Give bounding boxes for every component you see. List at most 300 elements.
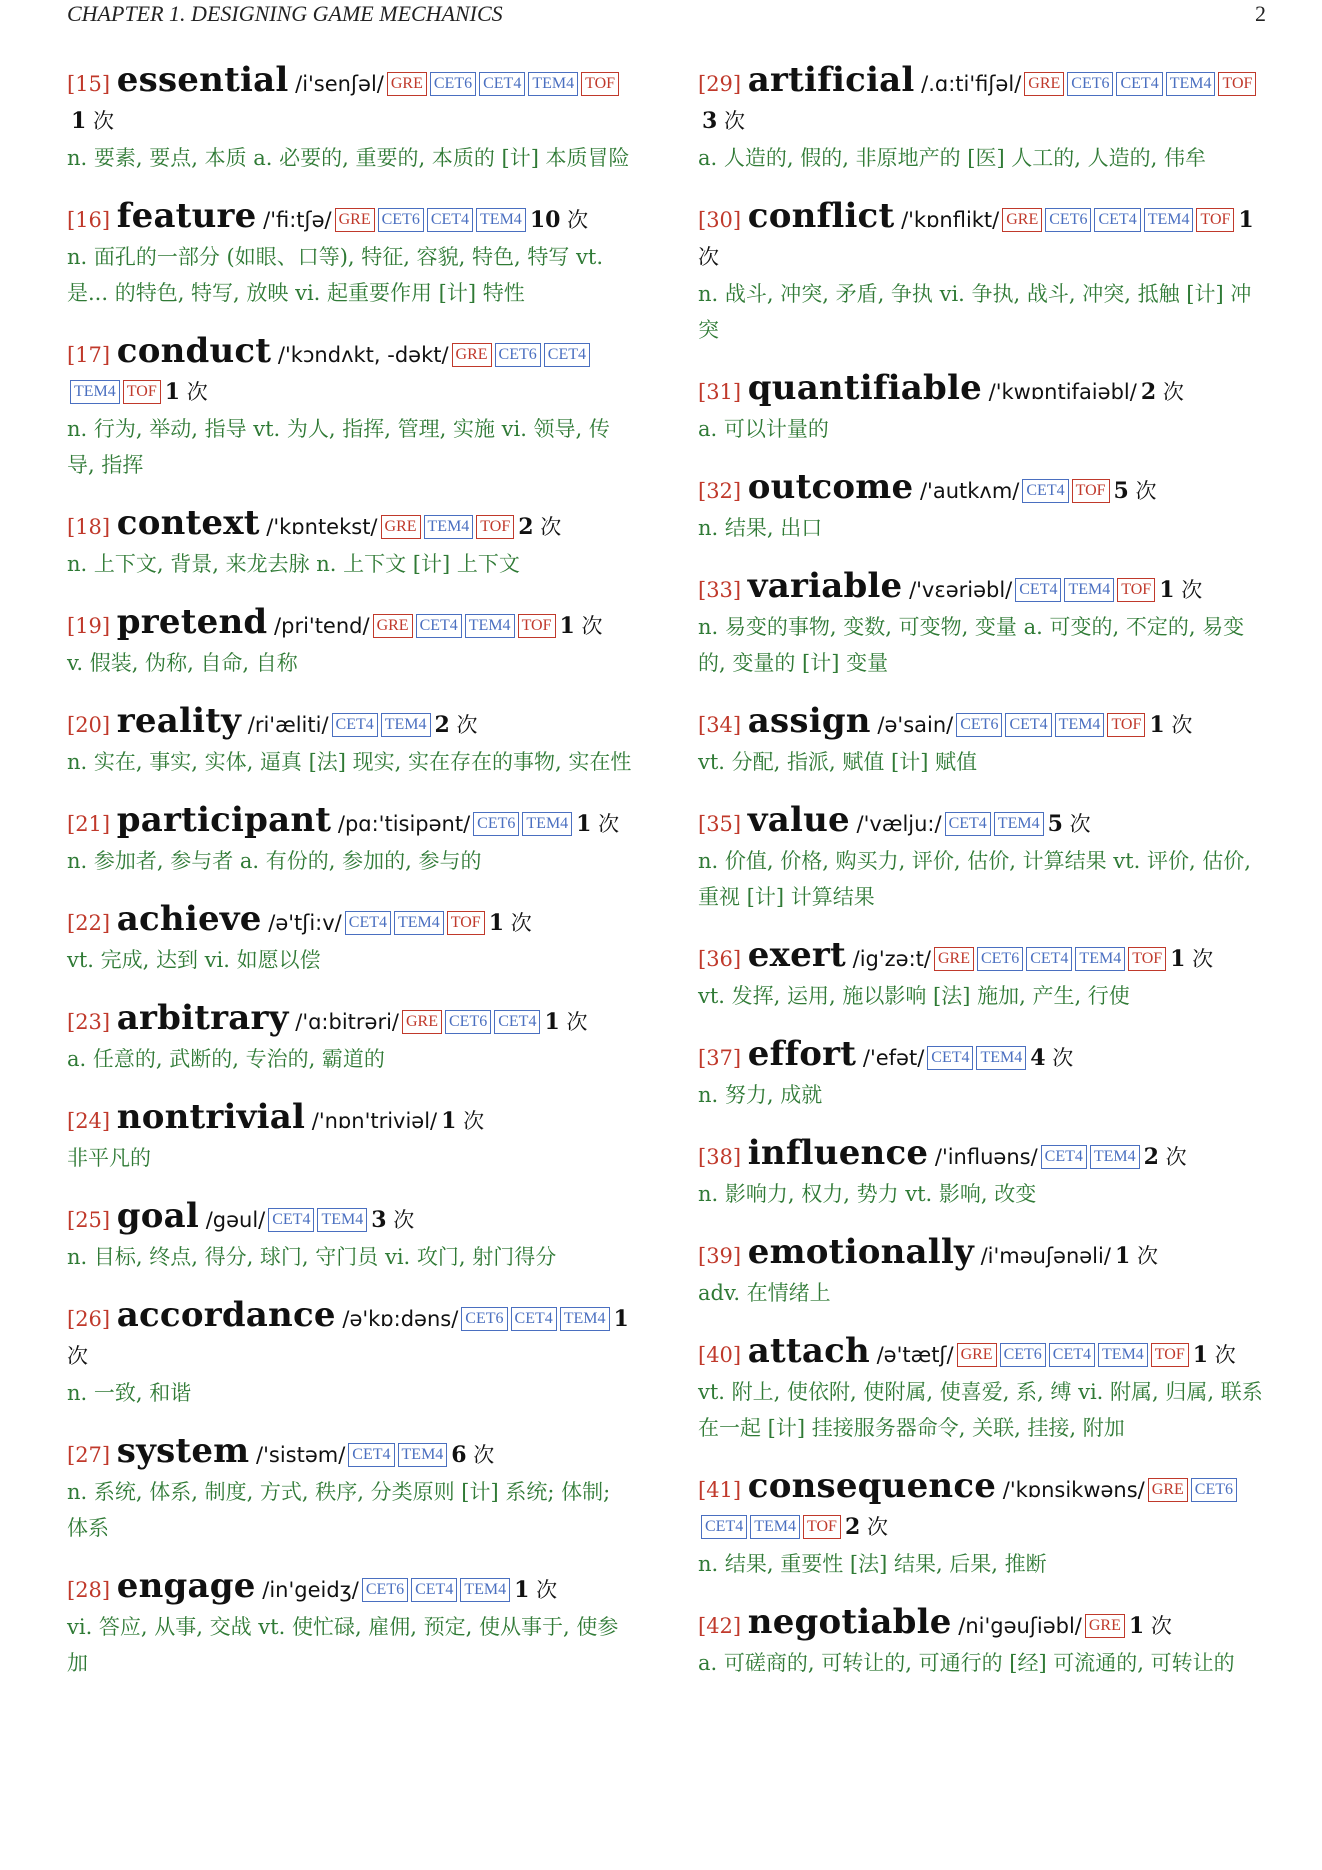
vocab-entry [698, 1036, 1268, 1113]
pronunciation: /'autkʌm/ [919, 479, 1020, 503]
occurrence-count: 6 [451, 1442, 467, 1468]
entry-index: [29] [698, 72, 742, 96]
entry-head [698, 1333, 1268, 1374]
entry-index: [17] [67, 343, 111, 367]
exam-tag: GRE [402, 1010, 442, 1034]
entry-head [67, 1000, 637, 1041]
entry-index: [24] [67, 1109, 111, 1133]
vocab-entry [67, 198, 637, 311]
headword: conduct [116, 331, 272, 371]
exam-tag: GRE [957, 1343, 997, 1367]
definition: n. 结果, 出口 [698, 516, 823, 540]
exam-tag: TEM4 [460, 1578, 510, 1602]
entry-head [67, 62, 637, 140]
occurrence-unit: 次 [866, 1515, 888, 1539]
occurrence-count: 2 [434, 712, 450, 738]
exam-tag: GRE [335, 208, 375, 232]
exam-tag: GRE [381, 515, 421, 539]
vocab-entry [67, 901, 637, 978]
occurrence-unit: 次 [1162, 380, 1184, 404]
entry-index: [38] [698, 1145, 742, 1169]
vocab-entry [67, 1433, 637, 1546]
occurrence-count: 1 [559, 613, 575, 639]
occurrence-count: 1 [1114, 1243, 1131, 1269]
occurrence-count: 1 [613, 1306, 629, 1332]
exam-tag: CET4 [411, 1578, 457, 1602]
exam-tag: TEM4 [424, 515, 474, 539]
entry-index: [18] [67, 515, 111, 539]
occurrence-unit: 次 [463, 1109, 485, 1133]
vocab-entry [67, 1000, 637, 1077]
occurrence-count: 1 [544, 1009, 560, 1035]
exam-tag: TEM4 [381, 713, 431, 737]
entry-head [698, 1135, 1268, 1176]
occurrence-unit: 次 [473, 1443, 495, 1467]
occurrence-unit: 次 [1192, 947, 1214, 971]
vocab-entry [698, 198, 1268, 348]
vocab-entry [698, 1135, 1268, 1212]
exam-tag: TEM4 [1098, 1343, 1148, 1367]
exam-tag: CET4 [479, 72, 525, 96]
entry-index: [41] [698, 1478, 742, 1502]
definition: n. 面孔的一部分 (如眼、口等), 特征, 容貌, 特色, 特写 vt. 是... 的特色, 特写, 放映 vi. 起重要作用 [计] 特性 [67, 245, 603, 305]
definition: a. 可磋商的, 可转让的, 可通行的 [经] 可流通的, 可转让的 [698, 1651, 1235, 1675]
headword: assign [747, 701, 871, 741]
vocab-entry [698, 1604, 1268, 1681]
vocab-entry [698, 62, 1268, 176]
headword: arbitrary [116, 998, 289, 1038]
entry-head [67, 1433, 637, 1474]
occurrence-count: 1 [488, 910, 505, 936]
entry-head [698, 802, 1268, 843]
exam-tag: TEM4 [1144, 208, 1194, 232]
occurrence-unit: 次 [393, 1208, 415, 1232]
vocab-entry [698, 469, 1268, 546]
exam-tag: CET4 [927, 1046, 973, 1070]
entry-index: [36] [698, 947, 742, 971]
entry-head [698, 62, 1268, 140]
occurrence-count: 1 [1149, 712, 1165, 738]
running-header [67, 0, 1266, 28]
definition: n. 一致, 和谐 [67, 1381, 192, 1405]
headword: effort [747, 1034, 857, 1074]
entry-head [67, 198, 637, 239]
definition: n. 系统, 体系, 制度, 方式, 秩序, 分类原则 [计] 系统; 体制; 体系 [67, 1480, 611, 1540]
exam-tag: CET4 [345, 911, 391, 935]
exam-tag: TEM4 [1064, 578, 1114, 602]
definition: n. 上下文, 背景, 来龙去脉 n. 上下文 [计] 上下文 [67, 552, 520, 576]
occurrence-count: 3 [371, 1207, 387, 1233]
exam-tag: TOF [1128, 947, 1166, 971]
occurrence-unit: 次 [186, 380, 208, 404]
vocab-entry [67, 1099, 637, 1176]
exam-tag: CET6 [461, 1307, 507, 1331]
entry-index: [21] [67, 812, 111, 836]
exam-tag: TEM4 [465, 614, 515, 638]
entry-index: [32] [698, 479, 742, 503]
occurrence-count: 2 [1143, 1144, 1159, 1170]
entry-index: [26] [67, 1307, 111, 1331]
occurrence-unit: 次 [1171, 713, 1193, 737]
occurrence-unit: 次 [1136, 1244, 1158, 1268]
exam-tag: CET4 [494, 1010, 540, 1034]
exam-tag: CET4 [1022, 479, 1068, 503]
pronunciation: /pɑ:'tisipənt/ [337, 812, 471, 836]
entry-head [698, 370, 1268, 411]
vocab-entry [67, 333, 637, 483]
definition: n. 参加者, 参与者 a. 有份的, 参加的, 参与的 [67, 849, 482, 873]
definition: n. 实在, 事实, 实体, 逼真 [法] 现实, 实在存在的事物, 实在性 [67, 750, 632, 774]
definition: n. 影响力, 权力, 势力 vt. 影响, 改变 [698, 1182, 1037, 1206]
exam-tag: CET4 [416, 614, 462, 638]
exam-tag: CET4 [1116, 72, 1162, 96]
exam-tag: TOF [1107, 713, 1145, 737]
exam-tag: CET6 [445, 1010, 491, 1034]
pronunciation: /gəul/ [205, 1208, 266, 1232]
entry-head [67, 901, 637, 942]
headword: conflict [747, 196, 895, 236]
exam-tag: TEM4 [994, 812, 1044, 836]
occurrence-unit: 次 [1069, 812, 1091, 836]
occurrence-unit: 次 [1165, 1145, 1187, 1169]
exam-tag: CET6 [495, 343, 541, 367]
exam-tag: GRE [934, 947, 974, 971]
occurrence-unit: 次 [510, 911, 532, 935]
occurrence-unit: 次 [1150, 1614, 1172, 1638]
occurrence-count: 1 [576, 811, 592, 837]
entry-index: [40] [698, 1343, 742, 1367]
occurrence-unit: 次 [724, 109, 745, 133]
exam-tag: CET4 [1041, 1145, 1087, 1169]
pronunciation: /.ɑ:ti'fiʃəl/ [921, 72, 1022, 96]
entry-index: [25] [67, 1208, 111, 1232]
exam-tag: TOF [447, 911, 485, 935]
entry-head [698, 1234, 1268, 1275]
exam-tag: TEM4 [317, 1208, 367, 1232]
vocab-entry [67, 505, 637, 582]
page-number: 2 [1255, 1, 1266, 26]
occurrence-count: 10 [529, 207, 561, 233]
exam-tag: CET4 [1094, 208, 1140, 232]
exam-tag: TOF [803, 1515, 841, 1539]
pronunciation: /'kɒnflikt/ [901, 208, 1000, 232]
exam-tag: CET4 [1015, 578, 1061, 602]
occurrence-count: 2 [1140, 379, 1157, 405]
entry-index: [22] [67, 911, 111, 935]
pronunciation: /'kɒntekst/ [266, 515, 378, 539]
entry-head [698, 937, 1268, 978]
exam-tag: CET4 [348, 1443, 394, 1467]
pronunciation: /'sistəm/ [256, 1443, 346, 1467]
exam-tag: CET6 [473, 812, 519, 836]
definition: a. 人造的, 假的, 非原地产的 [医] 人工的, 人造的, 伟牟 [698, 146, 1207, 170]
definition: n. 易变的事物, 变数, 可变物, 变量 a. 可变的, 不定的, 易变的, 变量的 [计] 变量 [698, 615, 1245, 675]
headword: artificial [747, 60, 915, 100]
entry-index: [31] [698, 380, 742, 404]
pronunciation: /'vɛəriəbl/ [909, 578, 1013, 602]
entry-head [67, 1297, 637, 1375]
definition: a. 可以计量的 [698, 417, 829, 441]
definition: n. 努力, 成就 [698, 1083, 823, 1107]
headword: quantifiable [747, 368, 982, 408]
vocab-entry [67, 1568, 637, 1681]
definition: n. 要素, 要点, 本质 a. 必要的, 重要的, 本质的 [计] 本质冒险 [67, 146, 630, 170]
pronunciation: /ə'tʃi:v/ [268, 911, 342, 935]
pronunciation: /'vælju:/ [856, 812, 942, 836]
occurrence-count: 1 [1170, 946, 1186, 972]
headword: value [747, 800, 850, 840]
entry-head [67, 333, 637, 411]
entry-index: [33] [698, 578, 742, 602]
entry-head [698, 469, 1268, 510]
headword: attach [747, 1331, 870, 1371]
chapter-title: CHAPTER 1. DESIGNING GAME MECHANICS [67, 1, 503, 26]
vocab-entry [67, 703, 637, 780]
exam-tag: CET6 [1191, 1478, 1237, 1502]
exam-tag: CET4 [544, 343, 590, 367]
headword: achieve [116, 899, 262, 939]
entry-head [67, 703, 637, 744]
vocab-entry [67, 1297, 637, 1411]
right-column [698, 62, 1268, 1703]
entry-head [698, 703, 1268, 744]
exam-tag: CET6 [1045, 208, 1091, 232]
exam-tag: CET4 [427, 208, 473, 232]
headword: outcome [747, 467, 914, 507]
pronunciation: /ə'sain/ [877, 713, 954, 737]
pronunciation: /ə'kɒ:dəns/ [342, 1307, 459, 1331]
entry-head [67, 1099, 637, 1140]
exam-tag: CET6 [378, 208, 424, 232]
exam-tag: TEM4 [70, 380, 120, 404]
headword: accordance [116, 1295, 336, 1335]
occurrence-unit: 次 [598, 812, 620, 836]
entry-head [67, 1568, 637, 1609]
pronunciation: /ə'tætʃ/ [876, 1343, 954, 1367]
exam-tag: GRE [387, 72, 427, 96]
definition: vt. 分配, 指派, 赋值 [计] 赋值 [698, 750, 978, 774]
entry-head [698, 1468, 1268, 1546]
exam-tag: CET6 [362, 1578, 408, 1602]
entry-index: [15] [67, 72, 111, 96]
exam-tag: TEM4 [394, 911, 444, 935]
entry-index: [19] [67, 614, 111, 638]
headword: exert [747, 935, 846, 975]
entry-index: [37] [698, 1046, 742, 1070]
vocab-entry [698, 370, 1268, 447]
definition: vt. 完成, 达到 vi. 如愿以偿 [67, 948, 321, 972]
pronunciation: /'influəns/ [934, 1145, 1038, 1169]
occurrence-count: 5 [1113, 478, 1129, 504]
headword: context [116, 503, 260, 543]
entry-head [67, 802, 637, 843]
left-column [67, 62, 637, 1703]
occurrence-unit: 次 [1181, 578, 1203, 602]
occurrence-count: 1 [1128, 1613, 1145, 1639]
pronunciation: /pri'tend/ [274, 614, 370, 638]
exam-tag: TEM4 [750, 1515, 800, 1539]
entry-head [698, 1604, 1268, 1645]
exam-tag: TOF [1151, 1343, 1189, 1367]
occurrence-count: 1 [1159, 577, 1175, 603]
entry-index: [27] [67, 1443, 111, 1467]
exam-tag: TOF [123, 380, 161, 404]
exam-tag: GRE [1148, 1478, 1188, 1502]
occurrence-count: 2 [518, 514, 534, 540]
vocab-entry [67, 62, 637, 176]
occurrence-count: 3 [702, 108, 718, 134]
headword: influence [747, 1133, 929, 1173]
exam-tag: TOF [1196, 208, 1234, 232]
exam-tag: TEM4 [522, 812, 572, 836]
headword: nontrivial [116, 1097, 306, 1137]
vocab-entry [698, 1333, 1268, 1446]
occurrence-count: 1 [1192, 1342, 1209, 1368]
occurrence-unit: 次 [566, 1010, 588, 1034]
exam-tag: GRE [1085, 1614, 1125, 1638]
occurrence-unit: 次 [1052, 1046, 1074, 1070]
occurrence-unit: 次 [93, 109, 114, 133]
exam-tag: CET4 [1026, 947, 1072, 971]
definition: 非平凡的 [67, 1146, 151, 1170]
headword: feature [116, 196, 257, 236]
exam-tag: TEM4 [528, 72, 578, 96]
vocab-entry [67, 604, 637, 681]
exam-tag: GRE [452, 343, 492, 367]
vocab-entry [67, 1198, 637, 1275]
entry-index: [30] [698, 208, 742, 232]
headword: essential [116, 60, 289, 100]
occurrence-unit: 次 [698, 245, 719, 269]
headword: emotionally [747, 1232, 974, 1272]
exam-tag: CET4 [511, 1307, 557, 1331]
headword: pretend [116, 602, 268, 642]
exam-tag: CET6 [956, 713, 1002, 737]
exam-tag: TEM4 [1075, 947, 1125, 971]
occurrence-unit: 次 [536, 1578, 558, 1602]
occurrence-count: 1 [441, 1108, 457, 1134]
definition: n. 战斗, 冲突, 矛盾, 争执 vi. 争执, 战斗, 冲突, 抵触 [计] 冲突 [698, 282, 1252, 342]
occurrence-count: 2 [844, 1514, 861, 1540]
occurrence-count: 1 [514, 1577, 530, 1603]
exam-tag: TEM4 [1055, 713, 1105, 737]
occurrence-count: 1 [1238, 207, 1254, 233]
headword: variable [747, 566, 903, 606]
entry-index: [35] [698, 812, 742, 836]
exam-tag: CET4 [1049, 1343, 1095, 1367]
entry-head [698, 1036, 1268, 1077]
entry-head [698, 568, 1268, 609]
pronunciation: /ri'æliti/ [247, 713, 329, 737]
pronunciation: /'nɒn'triviəl/ [311, 1109, 438, 1133]
pronunciation: /'kɔndʌkt, -dəkt/ [277, 343, 449, 367]
exam-tag: CET4 [945, 812, 991, 836]
definition: v. 假装, 伪称, 自命, 自称 [67, 651, 298, 675]
exam-tag: TOF [476, 515, 514, 539]
vocab-entry [698, 568, 1268, 681]
headword: engage [116, 1566, 256, 1606]
exam-tag: TEM4 [560, 1307, 610, 1331]
occurrence-count: 1 [164, 379, 181, 405]
pronunciation: /ig'zə:t/ [852, 947, 931, 971]
entry-index: [16] [67, 208, 111, 232]
occurrence-unit: 次 [1214, 1343, 1236, 1367]
entry-head [698, 198, 1268, 276]
exam-tag: CET6 [1000, 1343, 1046, 1367]
pronunciation: /in'geidʒ/ [262, 1578, 359, 1602]
exam-tag: GRE [1024, 72, 1064, 96]
exam-tag: TEM4 [1090, 1145, 1140, 1169]
pronunciation: /i'senʃəl/ [295, 72, 384, 96]
exam-tag: CET6 [1067, 72, 1113, 96]
exam-tag: CET4 [268, 1208, 314, 1232]
definition: vi. 答应, 从事, 交战 vt. 使忙碌, 雇佣, 预定, 使从事于, 使参加 [67, 1615, 619, 1675]
vocab-entry [698, 1468, 1268, 1582]
occurrence-count: 4 [1030, 1045, 1046, 1071]
exam-tag: TOF [518, 614, 556, 638]
occurrence-unit: 次 [540, 515, 562, 539]
exam-tag: CET4 [332, 713, 378, 737]
entry-index: [28] [67, 1578, 111, 1602]
exam-tag: TEM4 [1166, 72, 1216, 96]
exam-tag: TEM4 [398, 1443, 448, 1467]
occurrence-count: 1 [71, 108, 87, 134]
headword: goal [116, 1196, 199, 1236]
exam-tag: GRE [1002, 208, 1042, 232]
occurrence-count: 5 [1047, 811, 1063, 837]
headword: negotiable [747, 1602, 952, 1642]
occurrence-unit: 次 [1135, 479, 1157, 503]
pronunciation: /i'məuʃənəli/ [980, 1244, 1111, 1268]
headword: consequence [747, 1466, 997, 1506]
vocab-entry [698, 802, 1268, 915]
vocab-entry [698, 937, 1268, 1014]
pronunciation: /'fi:tʃə/ [263, 208, 332, 232]
occurrence-unit: 次 [456, 713, 478, 737]
vocab-entry [698, 1234, 1268, 1311]
entry-head [67, 604, 637, 645]
entry-head [67, 1198, 637, 1239]
entry-index: [20] [67, 713, 111, 737]
exam-tag: TOF [1218, 72, 1256, 96]
definition: a. 任意的, 武断的, 专治的, 霸道的 [67, 1047, 385, 1071]
pronunciation: /'ɑ:bitrəri/ [295, 1010, 399, 1034]
definition: n. 行为, 举动, 指导 vt. 为人, 指挥, 管理, 实施 vi. 领导, 传导, 指挥 [67, 417, 610, 477]
entry-index: [39] [698, 1244, 742, 1268]
occurrence-unit: 次 [67, 1344, 88, 1368]
pronunciation: /'kɒnsikwəns/ [1002, 1478, 1145, 1502]
definition: adv. 在情绪上 [698, 1281, 831, 1305]
pronunciation: /'kwɒntifaiəbl/ [988, 380, 1137, 404]
headword: participant [116, 800, 332, 840]
headword: system [116, 1431, 250, 1471]
exam-tag: CET4 [1005, 713, 1051, 737]
entry-index: [42] [698, 1614, 742, 1638]
exam-tag: CET6 [977, 947, 1023, 971]
definition: n. 结果, 重要性 [法] 结果, 后果, 推断 [698, 1552, 1047, 1576]
exam-tag: TEM4 [976, 1046, 1026, 1070]
exam-tag: TOF [581, 72, 619, 96]
exam-tag: GRE [373, 614, 413, 638]
exam-tag: CET6 [430, 72, 476, 96]
definition: n. 目标, 终点, 得分, 球门, 守门员 vi. 攻门, 射门得分 [67, 1245, 557, 1269]
exam-tag: TOF [1117, 578, 1155, 602]
entry-index: [34] [698, 713, 742, 737]
pronunciation: /ni'gəuʃiəbl/ [958, 1614, 1082, 1638]
vocab-entry [698, 703, 1268, 780]
vocab-entry [67, 802, 637, 879]
definition: n. 价值, 价格, 购买力, 评价, 估价, 计算结果 vt. 评价, 估价, 重视 [计] 计算结果 [698, 849, 1251, 909]
